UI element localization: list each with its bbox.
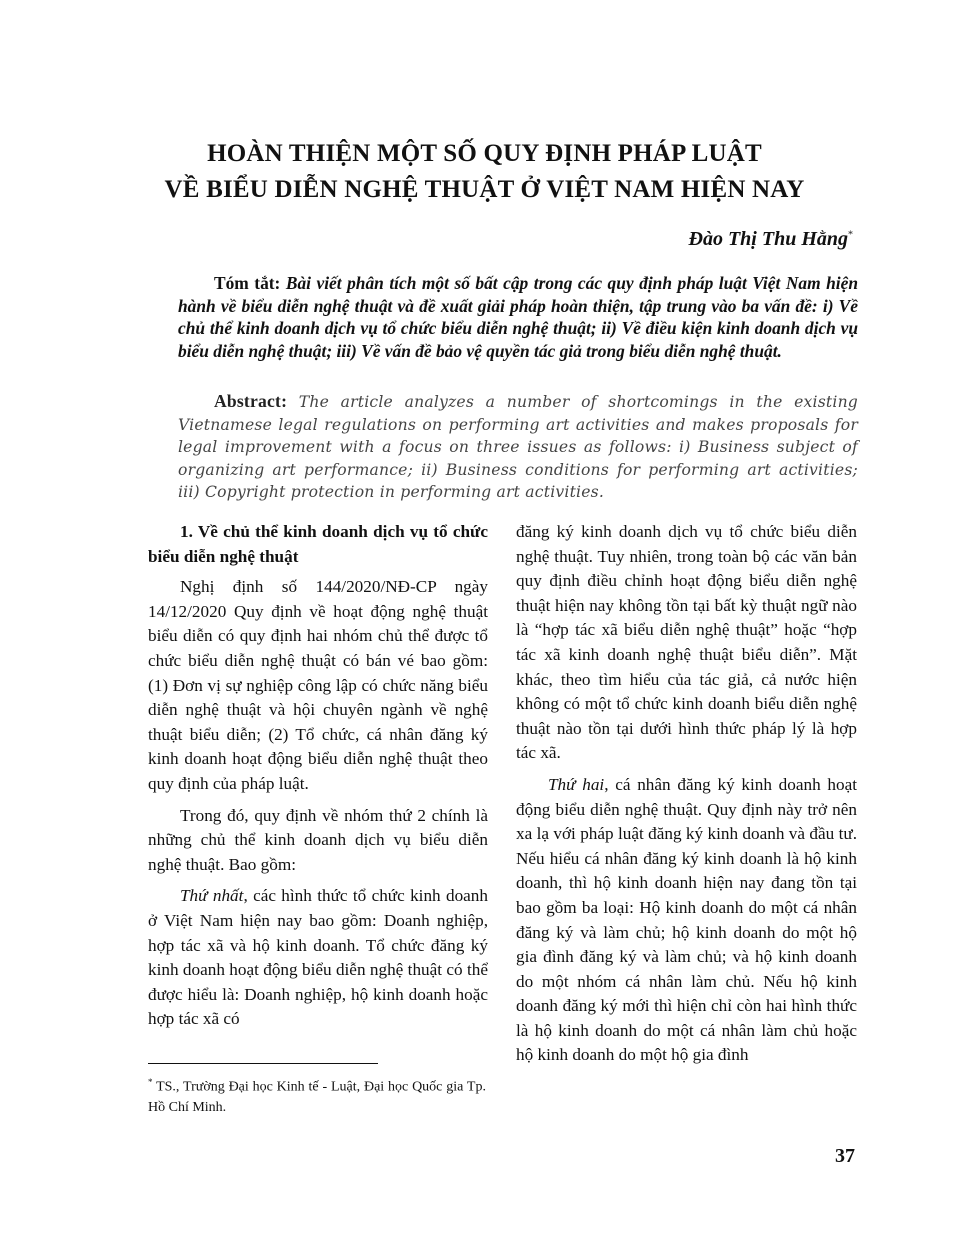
left-paragraph-3-text: , các hình thức tổ chức kinh doanh ở Việt Nam hiện nay bao gồm: Doanh nghiệp, hợp tác xã và hộ kinh doanh. Tổ chức đăng ký kinh doanh hoạt động biểu diễn nghệ thuật có thể được hiểu là: Doanh nghiệp, hộ kinh doanh hoặc hợp tác xã có	[148, 886, 488, 1029]
footnote-divider	[148, 1063, 378, 1064]
section-heading: 1. Về chủ thể kinh doanh dịch vụ tổ chức biểu diễn nghệ thuật	[148, 522, 488, 566]
author-name: Đào Thị Thu Hằng	[688, 228, 848, 250]
right-paragraph-2-text: , cá nhân đăng ký kinh doanh hoạt động biểu diễn nghệ thuật. Quy định này trở nên xa lạ với pháp luật đăng ký kinh doanh và đầu tư. Nếu hiểu cá nhân đăng ký kinh doanh là hộ kinh doanh, thì hộ kinh doanh hiện nay đang tồn tại bao gồm ba loại: Hộ kinh doanh do một cá nhân đăng ký và làm chủ; hộ kinh doanh do một hộ gia đình đăng ký và làm chủ; và hộ kinh doanh do một nhóm cá nhân làm chủ. Nếu hộ kinh doanh đăng ký mới thì hiện chỉ còn hai hình thức là hộ kinh doanh do một cá nhân làm chủ hoặc hộ kinh doanh do một hộ gia đình	[516, 774, 857, 1065]
article-title-line-1: HOÀN THIỆN MỘT SỐ QUY ĐỊNH PHÁP LUẬT	[207, 140, 762, 167]
abstract-english	[178, 390, 858, 504]
left-paragraph-3	[148, 884, 488, 1032]
footnote-text: TS., Trường Đại học Kinh tế - Luật, Đại học Quốc gia Tp. Hồ Chí Minh.	[148, 1079, 486, 1115]
abstract-en-text: The article analyzes a number of shortcomings in the existing Vietnamese legal regulations on performing art activities and makes proposals for legal improvement with a focus on three issues as follows: i) Business subject of organizing art performance; ii) Business conditions for performing art activities; iii) Copyright protection in performing art activities.	[178, 393, 858, 502]
footnote-mark: *	[148, 1077, 153, 1087]
author-footnote-mark: *	[848, 229, 853, 241]
left-paragraph-2: Trong đó, quy định về nhóm thứ 2 chính là những chủ thể kinh doanh dịch vụ biểu diễn nghệ thuật. Bao gồm:	[148, 805, 488, 874]
left-paragraph-1: Nghị định số 144/2020/NĐ-CP ngày 14/12/2020 Quy định về hoạt động nghệ thuật biểu diễn có quy định hai nhóm chủ thể được tổ chức biểu diễn nghệ thuật có bán vé bao gồm: (1) Đơn vị sự nghiệp công lập có chức năng biểu diễn nghệ thuật và hội chuyên ngành về nghệ thuật biểu diễn; (2) Tổ chức, cá nhân đăng ký kinh doanh hoạt động biểu diễn nghệ thuật theo quy định của pháp luật.	[148, 577, 488, 793]
abstract-vi-label: Tóm tắt:	[214, 273, 281, 293]
page-number: 37	[835, 1145, 855, 1167]
author	[689, 228, 853, 251]
left-column	[148, 520, 488, 1039]
right-paragraph-1: đăng ký kinh doanh dịch vụ tổ chức biểu diễn nghệ thuật. Tuy nhiên, trong toàn bộ các văn bản quy định điều chỉnh hoạt động biểu diễn nghệ thuật hiện nay không tồn tại bất kỳ thuật ngữ nào là “hợp tác xã biểu diễn nghệ thuật” hoặc “hợp tác xã kinh doanh nghệ thuật biểu diễn”. Mặt khác, theo tìm hiểu của tác giả, cả nước hiện không có một tổ chức kinh doanh biểu diễn nghệ thuật nào tồn tại dưới hình thức pháp lý là hợp tác xã.	[516, 522, 857, 763]
left-paragraph-3-emphasis: Thứ nhất	[180, 886, 244, 906]
right-paragraph-2	[516, 773, 857, 1068]
abstract-vietnamese	[178, 272, 858, 363]
footnote	[148, 1072, 486, 1118]
right-column	[516, 520, 857, 1075]
abstract-en-label: Abstract:	[214, 391, 288, 411]
right-paragraph-2-emphasis: Thứ hai	[548, 774, 605, 794]
abstract-vi-text: Bài viết phân tích một số bất cập trong các quy định pháp luật Việt Nam hiện hành về biểu diễn nghệ thuật và đề xuất giải pháp hoàn thiện, tập trung vào ba vấn đề: i) Về chủ thể kinh doanh dịch vụ tổ chức biểu diễn nghệ thuật; ii) Về điều kiện kinh doanh dịch vụ biểu diễn nghệ thuật; iii) Về vấn đề bảo vệ quyền tác giả trong biểu diễn nghệ thuật.	[178, 273, 858, 362]
article-title-line-2: VỀ BIỂU DIỄN NGHỆ THUẬT Ở VIỆT NAM HIỆN NAY	[164, 176, 805, 203]
